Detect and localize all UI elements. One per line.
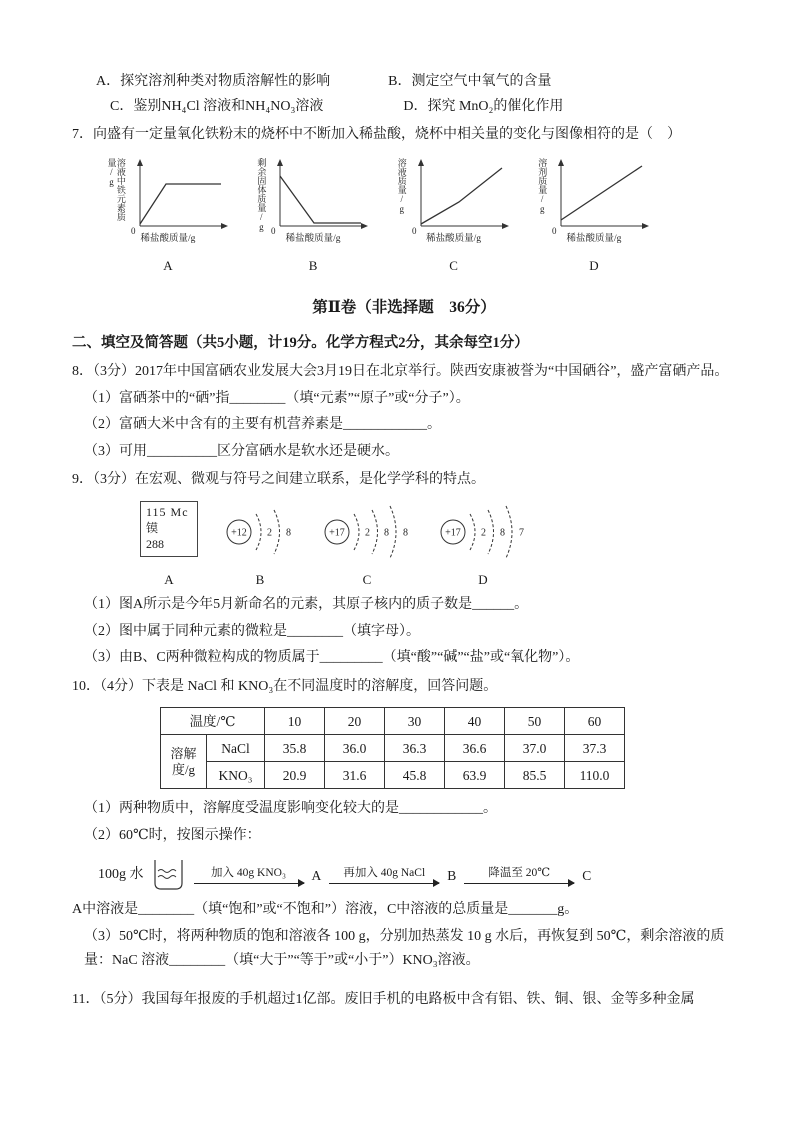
element-mass: 288 <box>146 537 164 552</box>
flow-node-b: B <box>447 867 457 883</box>
solubility-table <box>160 707 625 789</box>
value-cell: 85.5 <box>505 762 565 789</box>
solubility-group-label: 溶解度/g <box>161 735 207 789</box>
element-number-symbol: 115 Mc <box>146 505 189 520</box>
graph-b-origin: 0 <box>271 225 276 236</box>
q7-graphs <box>106 156 736 278</box>
beaker-icon <box>148 858 188 892</box>
option-b: B．测定空气中氧气的含量 <box>388 74 552 89</box>
element-cell-mc <box>140 501 198 591</box>
value-cell: 36.3 <box>385 735 445 762</box>
atom-diagram-d <box>438 501 528 592</box>
q9-letter-c: C <box>362 571 372 587</box>
value-cell: 36.0 <box>325 735 385 762</box>
graph-option-b <box>256 156 370 278</box>
curve-rising-steepening <box>421 168 502 224</box>
shell3-count: 8 <box>403 527 408 539</box>
q10-stem: 10．（4分）下表是 NaCl 和 KNO₃在不同温度时的溶解度，回答问题。 <box>72 678 498 694</box>
element-box <box>140 501 198 557</box>
value-cell: 110.0 <box>565 762 625 789</box>
q7-stem: 7．向盛有一定量氧化铁粉末的烧杯中不断加入稀盐酸，烧杯中相关量的变化与图像相符的是（ ） <box>72 127 681 142</box>
q11-stem: 11．（5分）我国每年报废的手机超过1亿部。废旧手机的电路板中含有铝、铁、铜、银、金等多种金属 <box>72 991 695 1007</box>
shell1-count: 2 <box>365 527 370 539</box>
part2-title: 第Ⅱ卷（非选择题 36分） <box>312 298 496 316</box>
flow-step1-label: 加入 40g KNO₃ <box>211 866 286 879</box>
atom-structure-icon <box>438 501 528 563</box>
q8-sub1: （1）富硒茶中的“硒”指________（填“元素”“原子”或“分子”）。 <box>84 390 470 406</box>
value-cell: 37.0 <box>505 735 565 762</box>
q10-sub3: （3）50℃时，将两种物质的饱和溶液各 100 g，分别加热蒸发 10 g 水后，再恢复到 50℃，剩余溶液的质量：NaC 溶液________（填“大于”“等于”或“小于”）KNO₃溶液。 <box>84 928 725 969</box>
value-cell: 36.6 <box>445 735 505 762</box>
option-row-2 <box>72 95 736 120</box>
temp-cell: 60 <box>565 708 625 735</box>
graph-option-a <box>106 156 230 278</box>
temp-cell: 40 <box>445 708 505 735</box>
q8-sub2: （2）富硒大米中含有的主要有机营养素是____________。 <box>84 417 441 433</box>
nucleus-charge: +17 <box>445 527 461 539</box>
value-cell: 63.9 <box>445 762 505 789</box>
section2-heading: 二、填空及简答题（共5小题，计19分。化学方程式2分，其余每空1分） <box>72 334 529 351</box>
graph-b-y-label: 剩余固体质量/g <box>256 157 267 232</box>
graph-b-letter: B <box>308 257 318 273</box>
nucleus-charge: +17 <box>329 527 345 539</box>
q10-flow-diagram <box>98 858 736 892</box>
temp-cell: 50 <box>505 708 565 735</box>
value-cell: 35.8 <box>265 735 325 762</box>
flow-step-3 <box>464 867 574 884</box>
graph-c-y-label: 溶液质量/g <box>396 157 407 214</box>
table-header-row <box>161 708 625 735</box>
option-d: D．探究 MnO₂的催化作用 <box>403 98 564 114</box>
graph-option-d <box>537 156 651 278</box>
value-cell: 20.9 <box>265 762 325 789</box>
temp-cell: 10 <box>265 708 325 735</box>
q10-sub1: （1）两种物质中，溶解度受温度影响变化较大的是____________。 <box>84 801 497 817</box>
graph-a-letter: A <box>163 257 173 273</box>
substance-name: KNO₃ <box>207 762 265 789</box>
arrow-right-icon <box>194 883 304 884</box>
shell2-count: 8 <box>286 527 291 539</box>
table-row-nacl <box>161 735 625 762</box>
table-row-kno3 <box>161 762 625 789</box>
curve-rise-then-flat <box>140 184 221 224</box>
q9-stem: 9．（3分）在宏观、微观与符号之间建立联系，是化学学科的特点。 <box>72 472 485 488</box>
value-cell: 45.8 <box>385 762 445 789</box>
q10-sub2: （2）60℃时，按图示操作： <box>84 827 261 843</box>
temp-cell: 20 <box>325 708 385 735</box>
q8-stem: 8．（3分）2017年中国富硒农业发展大会3月19日在北京举行。陕西安康被誉为“中国硒谷”，盛产富硒产品。 <box>72 364 729 380</box>
option-row-1 <box>72 70 736 95</box>
graph-c-letter: C <box>449 257 458 273</box>
temp-cell: 30 <box>385 708 445 735</box>
option-c: C．鉴别NH₄Cl 溶液和NH₄NO₃溶液 <box>110 98 324 114</box>
shell2-count: 8 <box>500 527 505 539</box>
arrow-right-icon <box>464 883 574 884</box>
graph-d-origin: 0 <box>552 225 557 236</box>
flow-step-1 <box>194 867 304 884</box>
q9-letter-b: B <box>255 571 265 587</box>
shell2-count: 8 <box>384 527 389 539</box>
graph-a-x-label: 稀盐酸质量/g <box>140 233 196 244</box>
graph-a-y-label: 溶液中铁元素质量/g <box>106 157 126 221</box>
substance-name: NaCl <box>207 735 265 762</box>
q9-diagram <box>140 501 736 592</box>
graph-d-y-label: 溶剂质量/g <box>537 157 548 214</box>
flow-step2-label: 再加入 40g NaCl <box>343 866 426 879</box>
graph-d-plot <box>547 156 651 236</box>
q9-letter-a: A <box>164 571 174 587</box>
shell1-count: 2 <box>267 527 272 539</box>
temp-header-cell: 温度/℃ <box>161 708 265 735</box>
atom-structure-icon <box>322 501 412 563</box>
graph-b-plot <box>266 156 370 236</box>
q9-sub1: （1）图A所示是今年5月新命名的元素，其原子核内的质子数是______。 <box>84 597 529 613</box>
flow-step3-label: 降温至 20℃ <box>488 866 551 879</box>
flow-node-a: A <box>311 867 322 883</box>
graph-d-letter: D <box>589 257 599 273</box>
curve-fall-then-flat <box>280 176 361 223</box>
atom-diagram-c <box>322 501 412 592</box>
nucleus-charge: +12 <box>231 527 247 539</box>
shell1-count: 2 <box>481 527 486 539</box>
curve-straight-rising <box>561 166 642 220</box>
flow-node-c: C <box>582 867 592 883</box>
graph-b-x-label: 稀盐酸质量/g <box>285 233 341 244</box>
flow-step-2 <box>329 867 439 884</box>
atom-diagram-b <box>224 501 296 592</box>
graph-c-x-label: 稀盐酸质量/g <box>426 233 481 244</box>
q9-sub2: （2）图中属于同种元素的微粒是________（填字母）。 <box>84 623 420 639</box>
q9-letter-d: D <box>478 571 488 587</box>
value-cell: 31.6 <box>325 762 385 789</box>
graph-a-origin: 0 <box>130 225 136 236</box>
value-cell: 37.3 <box>565 735 625 762</box>
element-name: 镆 <box>146 521 159 536</box>
atom-structure-icon <box>224 501 296 563</box>
graph-c-plot <box>407 156 511 236</box>
arrow-right-icon <box>329 883 439 884</box>
q10-sub2b: A中溶液是________（填“饱和”或“不饱和”）溶液，C中溶液的总质量是_______g。 <box>72 902 579 918</box>
q9-sub3: （3）由B、C两种微粒构成的物质属于_________（填“酸”“碱”“盐”或“氧化物”）。 <box>84 650 580 666</box>
graph-option-c <box>396 156 510 278</box>
q8-sub3: （3）可用__________区分富硒水是软水还是硬水。 <box>84 443 399 459</box>
water-amount-label: 100g 水 <box>98 867 144 883</box>
option-a: A．探究溶剂种类对物质溶解性的影响 <box>96 74 331 89</box>
graph-a-plot <box>126 156 230 236</box>
graph-c-origin: 0 <box>411 225 417 236</box>
graph-d-x-label: 稀盐酸质量/g <box>566 233 622 244</box>
shell3-count: 7 <box>519 527 524 539</box>
